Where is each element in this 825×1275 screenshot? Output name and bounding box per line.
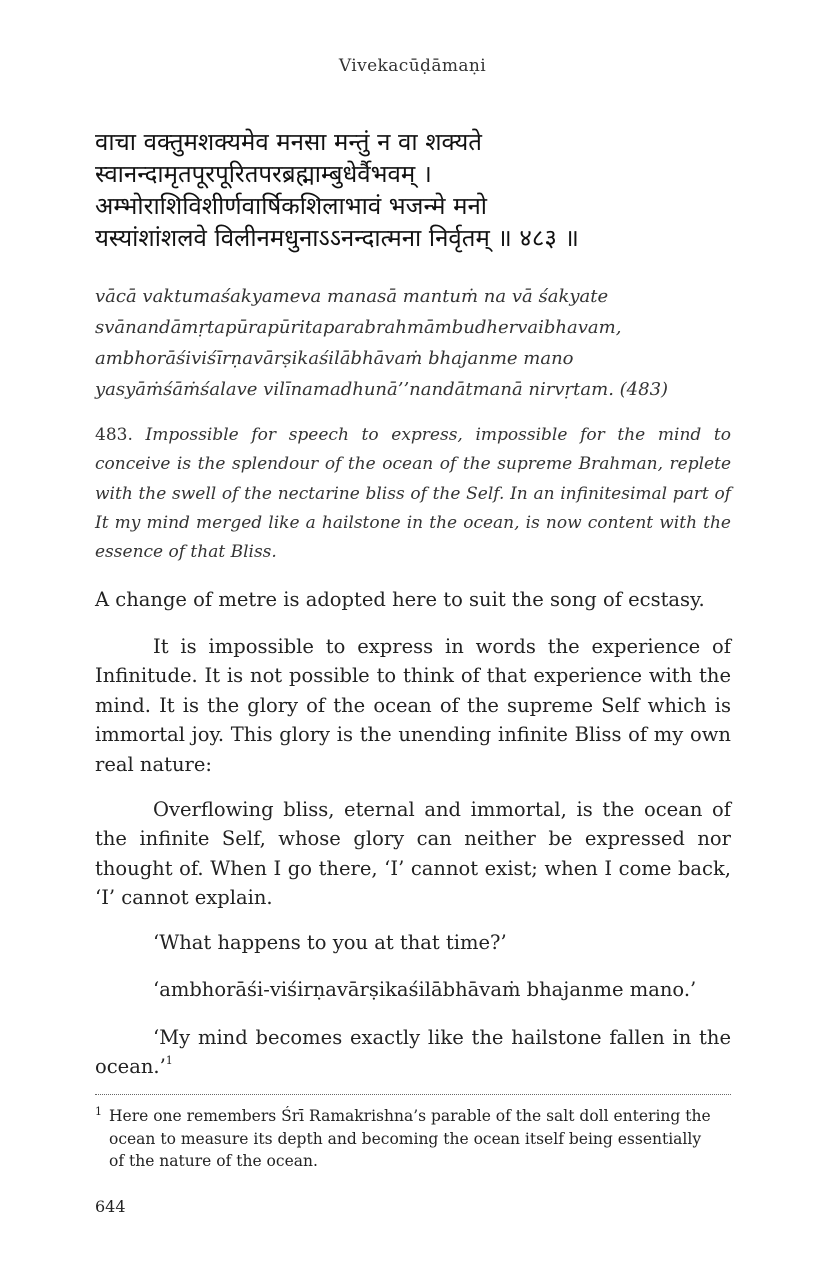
footnote-line: Here one remembers Śrī Ramakrishna’s parable of the salt doll entering the [109,1107,711,1125]
footnote-reference: 1 [165,1054,173,1068]
paragraph-hailstone-text: ‘My mind becomes exactly like the hailstone fallen in the ocean.’ [95,1026,731,1079]
footnote-divider [95,1094,731,1095]
paragraph-question: ‘What happens to you at that time?’ [153,931,507,954]
footnote-body [109,1105,731,1173]
verse-transliteration [95,281,735,405]
transliteration-line: vācā vaktumaśakyameva manasā mantuṁ na vā śakyate [95,286,609,307]
running-head: Vivekacūḍāmaṇi [338,56,487,76]
footnote-marker: 1 [95,1105,102,1118]
transliteration-line: yasyāṁśāṁśalave vilīnamadhunā’’nandātmanā nirvṛtam. (483) [95,379,669,400]
paragraph-sanskrit-quote: ‘ambhorāśi-viśirṇavārṣikaśilābhāvaṁ bhajanme mano.’ [153,978,697,1001]
paragraph-metre-note: A change of metre is adopted here to suit the song of ecstasy. [95,588,705,611]
paragraph-overflowing-bliss: Overflowing bliss, eternal and immortal, is the ocean of the infinite Self, whose glory can neither be expressed nor thought of. When I go there, ‘I’ cannot exist; when I come back, ‘I’ cannot explain. [95,798,731,910]
verse-translation [95,421,731,567]
devanagari-line: स्वानन्दामृतपूरपूरितपरब्रह्माम्बुधेर्वैभवम् । [95,160,432,188]
page-number: 644 [95,1197,126,1216]
devanagari-line: अम्भोराशिविशीर्णवार्षिकशिलाभावं भजन्मे मनो [95,192,487,220]
verse-devanagari [95,126,755,254]
devanagari-line: यस्यांशांशलवे विलीनमधुनाऽऽनन्दात्मना निर्वृतम् ॥ ४८३ ॥ [95,224,579,252]
footnote-line: ocean to measure its depth and becoming the ocean itself being essentially [109,1129,702,1148]
verse-translation-text: Impossible for speech to express, impossible for the mind to conceive is the splendour of the ocean of the supreme Brahman, replete with the swell of the nectarine bliss of the Self. In an infinitesimal part of It my mind merged like a hailstone in the ocean, is now content with the essence of that Bliss. [95,425,731,563]
paragraph-hailstone [95,1023,731,1082]
transliteration-line: svānandāmṛtapūrapūritaparabrahmāmbudhervaibhavam, [95,317,622,338]
transliteration-line: ambhorāśiviśīrṇavārṣikaśilābhāvaṁ bhajanme mano [95,348,574,369]
devanagari-line: वाचा वक्तुमशक्यमेव मनसा मन्तुं न वा शक्यते [95,128,482,156]
paragraph-infinitude: It is impossible to express in words the experience of Infinitude. It is not possible to think of that experience with the mind. It is the glory of the ocean of the supreme Self which is immortal joy. This glory is the unending infinite Bliss of my own real nature: [95,635,731,776]
footnote-line: of the nature of the ocean. [109,1152,318,1170]
footnote [95,1105,731,1173]
verse-number: 483. [95,425,133,445]
